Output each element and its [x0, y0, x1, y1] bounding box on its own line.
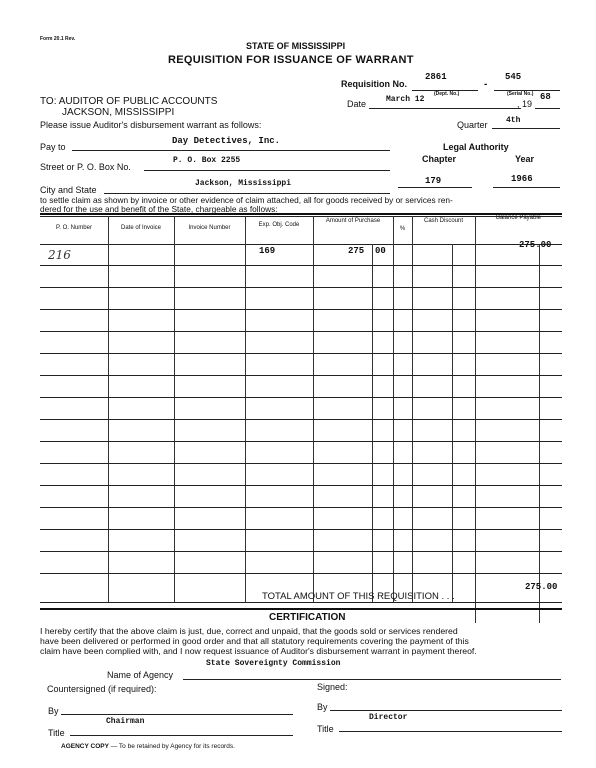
legal-year-value: 1966 [511, 174, 533, 184]
header-percent: % [399, 226, 406, 232]
instruction-text: Please issue Auditor's disbursement warrant as follows: [40, 120, 262, 130]
certification-text-1: I hereby certify that the above claim is just, due, correct and unpaid, that the goods sold or services rendered [40, 626, 458, 636]
year-prefix: , 19 [517, 99, 533, 109]
signed-label: Signed: [317, 682, 348, 692]
form-title: REQUISITION FOR ISSUANCE OF WARRANT [168, 54, 414, 66]
claim-text-line-1: to settle claim as shown by invoice or other evidence of claim attached, all for goods received by or services ren- [40, 195, 453, 205]
agency-copy-note: — To be retained by Agency for its records. [108, 743, 235, 750]
agency-copy-label: AGENCY COPY [61, 743, 109, 750]
dept-number-caption: (Dept. No.) [434, 91, 460, 97]
by-label-left: By [48, 706, 59, 716]
row-po-number: 216 [48, 248, 71, 262]
chapter-value: 179 [425, 176, 442, 186]
quarter-value: 4th [506, 116, 521, 125]
form-number: Form 20.1 Rev. [40, 36, 76, 42]
date-label: Date [347, 99, 367, 109]
serial-number-value: 545 [505, 72, 522, 82]
header-po-number: P. O. Number [56, 225, 92, 231]
title-value-left: Chairman [106, 717, 145, 726]
year-value: 68 [540, 92, 551, 102]
dept-number-value: 2861 [425, 72, 447, 82]
header-invoice-date: Date of Invoice [120, 225, 162, 231]
title-label-left: Title [48, 728, 65, 738]
chapter-label: Chapter [422, 154, 457, 164]
requisition-label: Requisition No. [341, 79, 407, 89]
row-amount-dollars: 275 [348, 246, 365, 256]
certification-text-3: claim have been complied with, and I now request issuance of Auditor's disbursement warrant in payment thereof. [40, 646, 477, 656]
addressee-city: JACKSON, MISSISSIPPI [62, 107, 175, 118]
pay-to-value: Day Detectives, Inc. [172, 136, 281, 146]
row-amount-cents: 00 [375, 246, 386, 256]
header-exp-obj-code: Exp. Obj. Code [258, 222, 300, 228]
title-value-right: Director [369, 713, 408, 722]
total-label: TOTAL AMOUNT OF THIS REQUISITION . . . [262, 591, 455, 602]
certification-heading: CERTIFICATION [269, 612, 346, 623]
street-label: Street or P. O. Box No. [40, 162, 131, 172]
header-amount-of-purchase: Amount of Purchase [325, 218, 381, 224]
header-cash-discount: Cash Discount [423, 218, 464, 224]
agency-name-value: State Sovereignty Commission [206, 659, 341, 668]
countersigned-label: Countersigned (if required): [47, 684, 157, 694]
claim-text-line-2: dered for the use and benefit of the State, chargeable as follows: [40, 204, 278, 214]
requisition-dash: - [484, 79, 488, 90]
addressee-line: TO: AUDITOR OF PUBLIC ACCOUNTS [40, 96, 218, 107]
certification-text-2: have been delivered or performed in good order and that all statutory requirements covering the payment of this [40, 636, 469, 646]
total-value: 275.00 [525, 582, 558, 592]
city-state-label: City and State [40, 185, 97, 195]
title-label-right: Title [317, 724, 334, 734]
row-balance-payable: 275.00 [519, 240, 552, 250]
date-value: March 12 [386, 95, 425, 104]
pay-to-label: Pay to [40, 142, 66, 152]
by-label-right: By [317, 702, 328, 712]
row-exp-obj-code: 169 [259, 246, 276, 256]
footer-note [61, 743, 235, 750]
city-state-value: Jackson, Mississippi [195, 179, 292, 188]
state-heading: STATE OF MISSISSIPPI [246, 41, 346, 51]
header-balance-payable: Balance Payable [495, 215, 542, 221]
quarter-label: Quarter [457, 120, 488, 130]
agency-name-label: Name of Agency [107, 670, 174, 680]
serial-number-caption: (Serial No.) [507, 91, 534, 97]
street-value: P. O. Box 2255 [173, 156, 241, 165]
header-invoice-number: Invoice Number [188, 225, 231, 231]
year-label: Year [515, 154, 535, 164]
legal-authority-label: Legal Authority [443, 142, 509, 152]
